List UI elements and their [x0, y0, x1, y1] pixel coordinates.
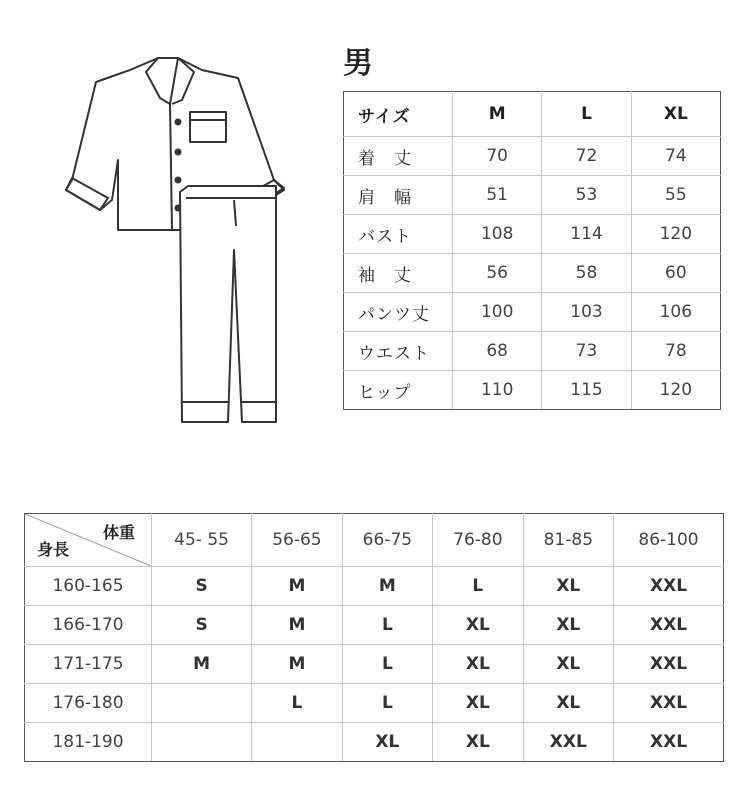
fit-row — [25, 723, 724, 762]
height-range: 181-190 — [25, 723, 152, 762]
height-range: 160-165 — [25, 567, 152, 606]
fit-size-cell: XXL — [614, 606, 724, 645]
fit-size-cell: L — [252, 684, 342, 723]
size-row — [344, 332, 721, 371]
size-cell: 115 — [542, 371, 631, 410]
fit-size-cell: XL — [342, 723, 432, 762]
fit-size-cell: XL — [523, 567, 613, 606]
weight-header: 45- 55 — [152, 514, 252, 567]
fit-size-cell: XL — [433, 723, 523, 762]
size-row — [344, 293, 721, 332]
weight-header: 81-85 — [523, 514, 613, 567]
fit-size-cell: M — [152, 645, 252, 684]
height-label: 身長 — [37, 540, 70, 559]
fit-size-cell: L — [342, 684, 432, 723]
size-cell: 114 — [542, 215, 631, 254]
weight-header: 76-80 — [433, 514, 523, 567]
size-cell: 60 — [631, 254, 720, 293]
size-cell: 100 — [453, 293, 542, 332]
size-row-label: バスト — [344, 215, 453, 254]
fit-size-cell: XL — [523, 606, 613, 645]
height-range: 176-180 — [25, 684, 152, 723]
size-row-label: 肩 幅 — [344, 176, 453, 215]
fit-row — [25, 645, 724, 684]
fit-guide-table — [24, 513, 724, 762]
size-chart-table — [343, 91, 721, 410]
size-cell: 78 — [631, 332, 720, 371]
fit-size-cell: L — [342, 606, 432, 645]
fit-size-cell: M — [342, 567, 432, 606]
size-cell: 120 — [631, 215, 720, 254]
fit-corner-cell — [25, 514, 152, 567]
fit-size-cell: L — [342, 645, 432, 684]
size-row — [344, 137, 721, 176]
height-range: 171-175 — [25, 645, 152, 684]
size-cell: 73 — [542, 332, 631, 371]
size-header-row — [344, 92, 721, 137]
size-header-m: M — [453, 92, 542, 137]
weight-label: 体重 — [102, 523, 135, 542]
fit-row — [25, 606, 724, 645]
size-row — [344, 254, 721, 293]
fit-size-cell: XXL — [614, 723, 724, 762]
size-row-label: ヒップ — [344, 371, 453, 410]
fit-size-cell: M — [252, 606, 342, 645]
size-cell: 120 — [631, 371, 720, 410]
fit-size-cell: XL — [433, 645, 523, 684]
fit-size-cell: S — [152, 567, 252, 606]
fit-size-cell: XXL — [614, 645, 724, 684]
fit-size-cell: L — [433, 567, 523, 606]
fit-size-cell: M — [252, 567, 342, 606]
size-row — [344, 371, 721, 410]
height-range: 166-170 — [25, 606, 152, 645]
weight-header: 56-65 — [252, 514, 342, 567]
fit-size-cell: M — [252, 645, 342, 684]
pajama-illustration — [60, 50, 300, 425]
fit-header-row — [25, 514, 724, 567]
size-row — [344, 176, 721, 215]
size-cell: 103 — [542, 293, 631, 332]
fit-size-cell: XL — [523, 684, 613, 723]
size-cell: 74 — [631, 137, 720, 176]
size-row-label: パンツ丈 — [344, 293, 453, 332]
fit-row — [25, 567, 724, 606]
gender-title: 男 — [343, 46, 374, 81]
size-cell: 68 — [453, 332, 542, 371]
size-cell: 110 — [453, 371, 542, 410]
fit-size-cell — [252, 723, 342, 762]
weight-header: 66-75 — [342, 514, 432, 567]
size-header-l: L — [542, 92, 631, 137]
fit-size-cell: XL — [433, 684, 523, 723]
size-cell: 53 — [542, 176, 631, 215]
size-cell: 70 — [453, 137, 542, 176]
fit-size-cell — [152, 684, 252, 723]
fit-size-cell — [152, 723, 252, 762]
size-header-xl: XL — [631, 92, 720, 137]
size-cell: 56 — [453, 254, 542, 293]
weight-header: 86-100 — [614, 514, 724, 567]
size-cell: 72 — [542, 137, 631, 176]
size-row-label: ウエスト — [344, 332, 453, 371]
fit-row — [25, 684, 724, 723]
size-cell: 58 — [542, 254, 631, 293]
fit-size-cell: XL — [523, 645, 613, 684]
fit-size-cell: S — [152, 606, 252, 645]
size-row-label: 着 丈 — [344, 137, 453, 176]
size-cell: 108 — [453, 215, 542, 254]
fit-size-cell: XL — [433, 606, 523, 645]
size-row — [344, 215, 721, 254]
size-cell: 55 — [631, 176, 720, 215]
size-header-label: サイズ — [344, 92, 453, 137]
fit-size-cell: XXL — [614, 684, 724, 723]
size-cell: 51 — [453, 176, 542, 215]
fit-size-cell: XXL — [614, 567, 724, 606]
fit-size-cell: XXL — [523, 723, 613, 762]
size-row-label: 袖 丈 — [344, 254, 453, 293]
size-cell: 106 — [631, 293, 720, 332]
